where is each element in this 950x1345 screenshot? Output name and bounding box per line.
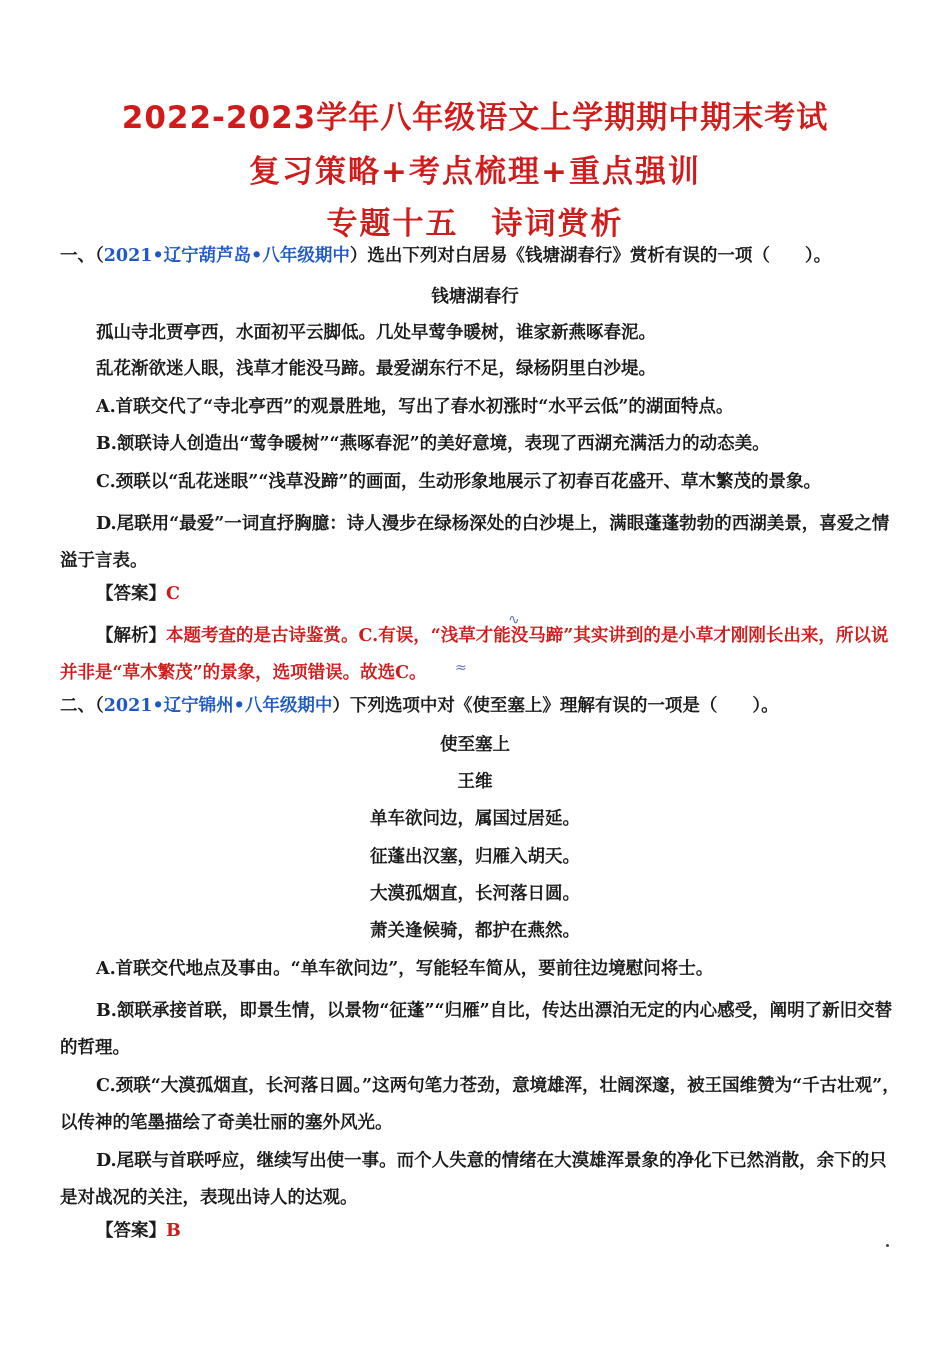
q2-option-d: D.尾联与首联呼应，继续写出使一事。而个人失意的情绪在大漠雄浑景象的净化下已然消散，余下的只是对战况的关注，表现出诗人的达观。 bbox=[60, 1151, 887, 1208]
q1-poem-line: 孤山寺北贾亭西，水面初平云脚低。几处早莺争暖树，谁家新燕啄春泥。 bbox=[96, 323, 656, 343]
q1-analysis bbox=[60, 618, 900, 692]
q2-poem-line: 萧关逢候骑，都护在燕然。 bbox=[370, 921, 580, 941]
q1-answer bbox=[96, 581, 900, 607]
q1-source: 2021•辽宁葫芦岛•八年级期中 bbox=[103, 246, 350, 266]
q2-poem-author: 王维 bbox=[457, 772, 493, 792]
topic-title: 专题十五 诗词赏析 bbox=[326, 206, 624, 242]
q1-stem bbox=[60, 243, 900, 269]
q1-option-c: C.颈联以“乱花迷眼”“浅草没蹄”的画面，生动形象地展示了初春百花盛开、草木繁茂的景象。 bbox=[96, 472, 821, 492]
q2-option-b: B.颔联承接首联，即景生情，以景物“征蓬”“归雁”自比，传达出漂泊无定的内心感受，阐明了新旧交替的哲理。 bbox=[60, 1001, 893, 1058]
q2-option-a: A.首联交代地点及事由。“单车欲问边”，写能轻车简从，要前往边境慰问将士。 bbox=[96, 959, 714, 979]
q2-poem-line: 单车欲问边，属国过居延。 bbox=[370, 809, 580, 829]
q1-question: ）选出下列对白居易《钱塘湖春行》赏析有误的一项（ ）。 bbox=[349, 246, 832, 266]
answer-value: C bbox=[166, 584, 180, 604]
q1-poem-title: 钱塘湖春行 bbox=[431, 287, 519, 307]
stray-dot bbox=[886, 1244, 889, 1247]
q2-question: ）下列选项中对《使至塞上》理解有误的一项是（ ）。 bbox=[332, 696, 779, 716]
q2-answer bbox=[96, 1218, 900, 1244]
q1-poem-line: 乱花渐欲迷人眼，浅草才能没马蹄。最爱湖东行不足，绿杨阴里白沙堤。 bbox=[96, 359, 656, 379]
pen-scribble-icon: ∿ bbox=[508, 612, 520, 628]
q1-option-d: D.尾联用“最爱”一词直抒胸臆：诗人漫步在绿杨深处的白沙堤上，满眼蓬蓬勃勃的西湖美景，喜爱之情溢于言表。 bbox=[60, 514, 890, 571]
q2-prefix: 二、（ bbox=[60, 696, 104, 716]
q2-poem-line: 征蓬出汉塞，归雁入胡天。 bbox=[370, 847, 580, 867]
answer-value: B bbox=[166, 1221, 181, 1241]
doc-title: 2022-2023学年八年级语文上学期期中期末考试 bbox=[121, 100, 829, 136]
analysis-label: 【解析】 bbox=[96, 626, 166, 646]
q1-option-b: B.颔联诗人创造出“莺争暖树”“燕啄春泥”的美好意境，表现了西湖充满活力的动态美。 bbox=[96, 434, 770, 454]
doc-subtitle: 复习策略+考点梳理+重点强训 bbox=[249, 154, 701, 190]
q2-stem bbox=[60, 693, 900, 719]
q2-poem-line: 大漠孤烟直，长河落日圆。 bbox=[370, 884, 580, 904]
q1-prefix: 一、（ bbox=[60, 246, 104, 266]
q2-option-c: C.颈联“大漠孤烟直，长河落日圆。”这两句笔力苍劲，意境雄浑，壮阔深邃，被王国维赞为“千古壮观”，以传神的笔墨描绘了奇美壮丽的塞外风光。 bbox=[60, 1076, 900, 1133]
q2-source: 2021•辽宁锦州•八年级期中 bbox=[103, 696, 333, 716]
q2-poem-title: 使至塞上 bbox=[440, 735, 510, 755]
answer-label: 【答案】 bbox=[96, 1221, 166, 1241]
pen-scribble-icon: ≈ bbox=[455, 660, 467, 676]
analysis-text: 本题考查的是古诗鉴赏。C.有误，“浅草才能没马蹄”其实讲到的是小草才刚刚长出来，所以说并非是“草木繁茂”的景象，选项错误。故选C。 bbox=[60, 626, 889, 683]
q1-option-a: A.首联交代了“寺北亭西”的观景胜地，写出了春水初涨时“水平云低”的湖面特点。 bbox=[96, 397, 734, 417]
answer-label: 【答案】 bbox=[96, 584, 166, 604]
